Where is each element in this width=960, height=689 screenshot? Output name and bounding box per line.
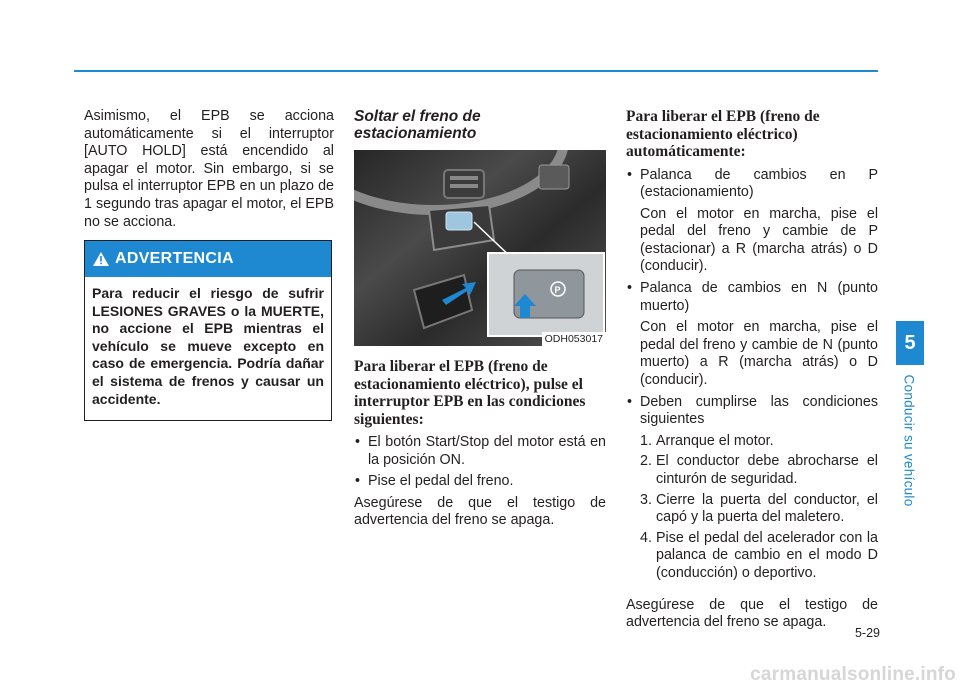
intro-paragraph: Asimismo, el EPB se acciona automáticamente si el interruptor [AUTO HOLD] está encendido al apagar el motor. Sin embargo, si se pulsa el interruptor EPB en un plazo de 1 segundo tras apagar el motor, el EPB no se acciona.	[84, 108, 334, 230]
header-rule	[74, 70, 878, 72]
step-item: 2. El conductor debe abrocharse el cinturón de seguridad.	[640, 453, 878, 487]
step-item: 3. Cierre la puerta del conductor, el capó y la puerta del maletero.	[640, 491, 878, 526]
check-note: Asegúrese de que el testigo de advertencia del freno se apaga.	[626, 596, 878, 631]
warning-triangle-icon	[93, 252, 109, 266]
steps-list	[626, 433, 878, 583]
warning-text: Para reducir el riesgo de sufrir LESIONES GRAVES o la MUERTE, no accione el EPB mientras el vehículo se mueve excepto en caso de emergencia. Podría dañar el sistema de frenos y causar un accidente.	[92, 285, 324, 407]
watermark: carmanualsonline.info	[750, 664, 956, 685]
condition-list	[354, 434, 606, 491]
svg-text:P: P	[554, 285, 561, 295]
auto-release-list	[626, 167, 878, 429]
epb-switch-photo	[354, 150, 606, 346]
warning-box	[84, 240, 332, 421]
step-item: 4. Pise el pedal del acelerador con la palanca de cambio en el modo D (conducción) o deportivo.	[640, 529, 878, 581]
column-left	[84, 108, 334, 231]
section-heading: Soltar el freno de estacionamiento	[354, 108, 481, 142]
auto-release-heading: Para liberar el EPB (freno de estacionamiento eléctrico) automáticamente:	[626, 108, 820, 160]
item-label: Deben cumplirse las condiciones siguientes	[640, 393, 878, 428]
step-item: 1. Arranque el motor.	[640, 432, 774, 449]
release-conditions-heading: Para liberar el EPB (freno de estacionamiento eléctrico), pulse el interruptor EPB en las condiciones siguientes:	[354, 358, 586, 428]
image-code: ODH053017	[542, 332, 606, 346]
page-number: 5-29	[854, 626, 880, 640]
chapter-title: Conducir su vehículo	[901, 373, 917, 507]
list-item	[626, 167, 878, 202]
list-item	[626, 394, 878, 429]
list-item	[626, 280, 878, 315]
chapter-tab: 5	[896, 321, 924, 365]
item-description: Con el motor en marcha, pise el pedal del freno y cambie de P (estacionar) a R (marcha atrás) o D (conducir).	[640, 205, 878, 275]
warning-title: ADVERTENCIA	[115, 250, 234, 267]
list-item: • Pise el pedal del freno.	[354, 473, 606, 491]
dashboard-illustration	[354, 150, 606, 346]
item-description: Con el motor en marcha, pise el pedal del freno y cambie de N (punto muerto) a R (marcha atrás) o D (conducir).	[640, 319, 878, 389]
column-middle	[354, 108, 606, 530]
item-label: Palanca de cambios en N (punto muerto)	[640, 280, 878, 314]
item-label: Palanca de cambios en P (estacionamiento)	[640, 166, 878, 201]
check-note: Asegúrese de que el testigo de advertencia del freno se apaga.	[354, 494, 606, 529]
warning-header	[85, 241, 331, 277]
column-right	[626, 108, 878, 632]
list-item: • El botón Start/Stop del motor está en la posición ON.	[354, 434, 606, 469]
